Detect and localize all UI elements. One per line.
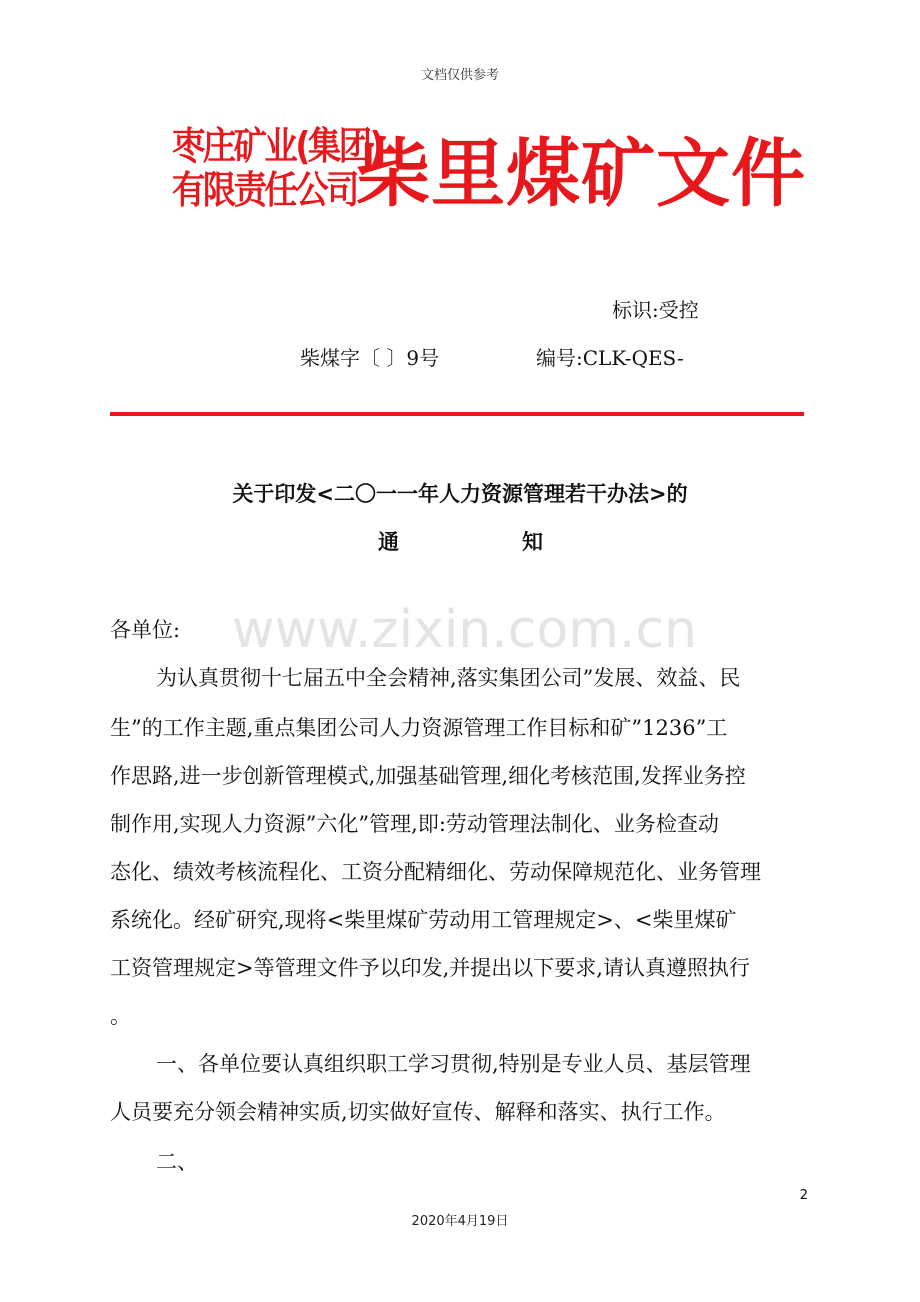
paragraph-1-line: 作思路,进一步创新管理模式,加强基础管理,细化考核范围,发挥业务控 [110, 764, 746, 788]
organization-name-line2: 有限责任公司 [172, 168, 357, 212]
top-note: 文档仅供参考 [420, 68, 499, 83]
identification-label: 标识:受控 [612, 298, 699, 322]
paragraph-1-line: 态化、绩效考核流程化、工资分配精细化、劳动保障规范化、业务管理 [110, 860, 761, 884]
organization-name [172, 124, 382, 212]
notice-subtitle-char-2: 知 [522, 530, 543, 554]
footer-date: 2020年4月19日 [411, 1214, 509, 1229]
document-number: 柴煤字〔 〕9号 [300, 346, 440, 370]
document-letterhead-title: 柴里煤矿文件 [356, 131, 806, 217]
paragraph-1-line: 系统化。经矿研究,现将<柴里煤矿劳动用工管理规定>、<柴里煤矿 [110, 908, 737, 932]
paragraph-1-line: 制作用,实现人力资源”六化”管理,即:劳动管理法制化、业务检查动 [110, 812, 719, 836]
paragraph-2-line: 一、各单位要认真组织职工学习贯彻,特别是专业人员、基层管理 [156, 1052, 751, 1076]
salutation: 各单位: [110, 618, 181, 642]
notice-title: 关于印发<二〇一一年人力资源管理若干办法>的 [232, 482, 688, 506]
paragraph-1-line: 生”的工作主题,重点集团公司人力资源管理工作目标和矿”1236”工 [110, 716, 728, 740]
paragraph-1-line: 工资管理规定>等管理文件予以印发,并提出以下要求,请认真遵照执行 [110, 956, 750, 980]
paragraph-3-line: 二、 [156, 1150, 198, 1174]
paragraph-1-line: 。 [110, 1004, 131, 1028]
organization-name-line1: 枣庄矿业(集团) [172, 124, 383, 168]
letterhead-divider [110, 412, 804, 416]
page-number: 2 [799, 1188, 808, 1203]
watermark: www.zixin.com.cn [232, 600, 697, 660]
paragraph-1-line: 为认真贯彻十七届五中全会精神,落实集团公司”发展、效益、民 [156, 666, 741, 690]
notice-subtitle-char-1: 通 [378, 530, 399, 554]
paragraph-2-line: 人员要充分领会精神实质,切实做好宣传、解释和落实、执行工作。 [110, 1100, 726, 1124]
serial-number: 编号:CLK-QES- [536, 346, 684, 370]
